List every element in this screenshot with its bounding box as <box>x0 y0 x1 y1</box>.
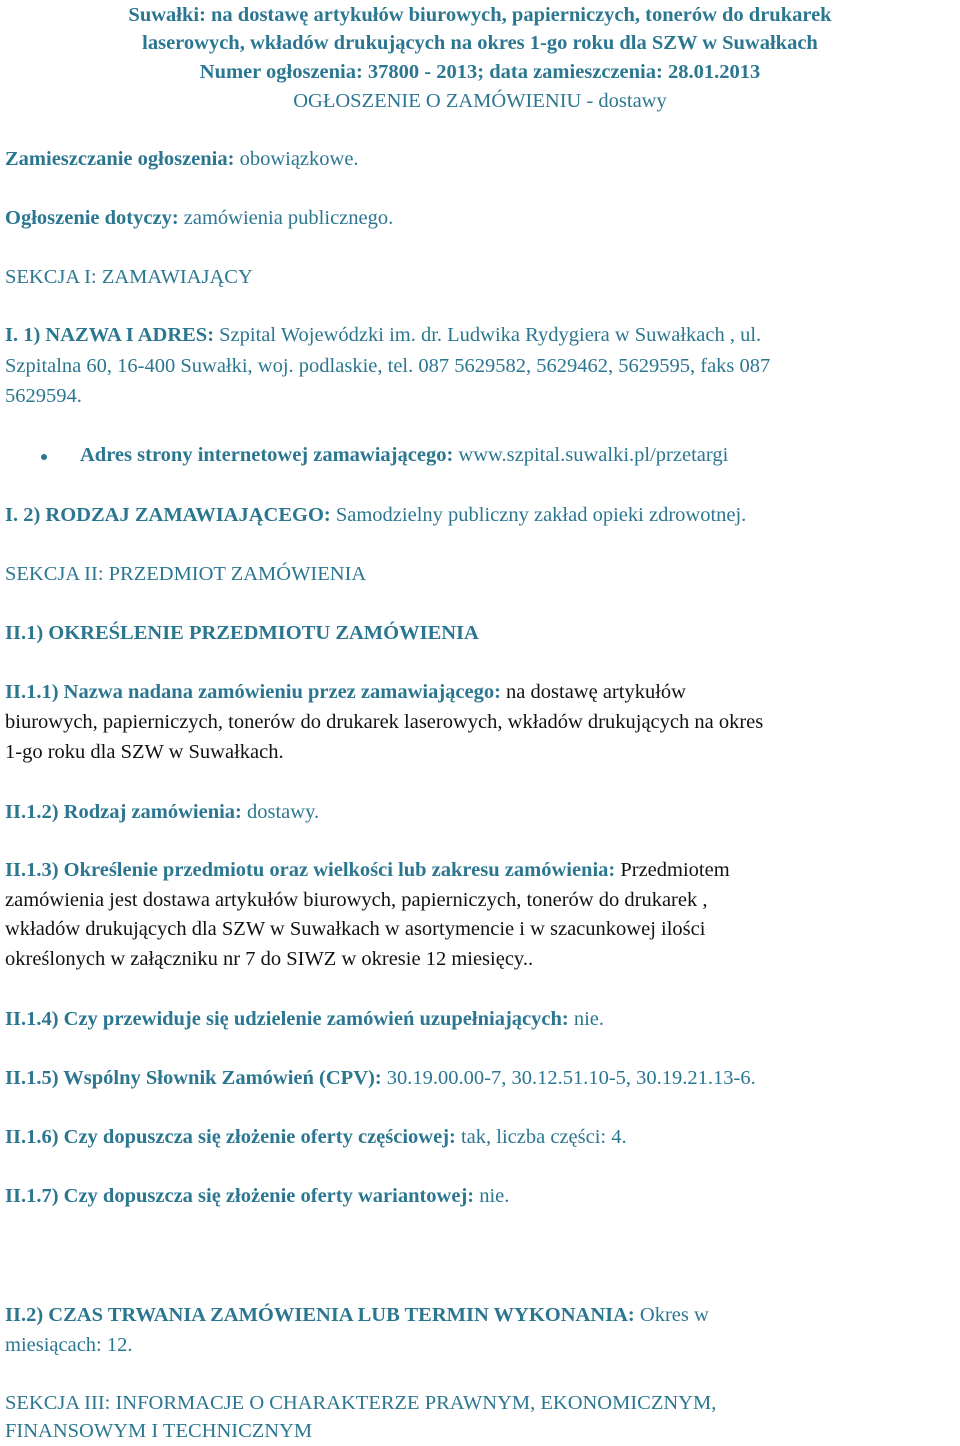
order-name-line-1: II.1.1) Nazwa nadana zamówieniu przez zamawiającego: na dostawę artykułów <box>5 681 686 703</box>
document-title-line-1: Suwałki: na dostawę artykułów biurowych, papierniczych, tonerów do drukarek <box>128 4 832 26</box>
contracting-authority-name-line-3: 5629594. <box>5 385 82 407</box>
order-scope-line-4: określonych w załączniku nr 7 do SIWZ w okresie 12 miesięcy.. <box>5 948 534 970</box>
cpv-field: II.1.5) Wspólny Słownik Zamówień (CPV): 30.19.00.00-7, 30.12.51.10-5, 30.19.21.13-6. <box>5 1067 756 1089</box>
website-link[interactable]: www.szpital.suwalki.pl/przetargi <box>458 444 729 466</box>
section-1-heading: SEKCJA I: ZAMAWIAJĄCY <box>5 266 253 288</box>
supplementary-orders-field: II.1.4) Czy przewiduje się udzielenie zamówień uzupełniających: nie. <box>5 1008 604 1030</box>
notice-number-line: Numer ogłoszenia: 37800 - 2013; data zamieszczenia: 28.01.2013 <box>199 61 761 83</box>
section-3-heading-line-1: SEKCJA III: INFORMACJE O CHARAKTERZE PRAWNYM, EKONOMICZNYM, <box>5 1392 717 1414</box>
order-scope-line-1: II.1.3) Określenie przedmiotu oraz wielkości lub zakresu zamówienia: Przedmiotem <box>5 859 730 881</box>
bullet-icon <box>41 454 47 460</box>
authority-type-field: I. 2) RODZAJ ZAMAWIAJĄCEGO: Samodzielny publiczny zakład opieki zdrowotnej. <box>5 504 747 526</box>
concerns-field: Ogłoszenie dotyczy: zamówienia publicznego. <box>5 207 394 229</box>
contracting-authority-name-line-2: Szpitalna 60, 16-400 Suwałki, woj. podlaskie, tel. 087 5629582, 5629462, 5629595, faks 087 <box>5 355 771 377</box>
section-2-heading: SEKCJA II: PRZEDMIOT ZAMÓWIENIA <box>5 563 367 585</box>
placement-field: Zamieszczanie ogłoszenia: obowiązkowe. <box>5 148 359 170</box>
duration-field-line-2: miesiącach: 12. <box>5 1334 133 1356</box>
document-title-line-2: laserowych, wkładów drukujących na okres 1-go roku dla SZW w Suwałkach <box>142 32 818 54</box>
order-name-line-2: biurowych, papierniczych, tonerów do drukarek laserowych, wkładów drukujących na okres <box>5 711 764 733</box>
duration-field-line-1: II.2) CZAS TRWANIA ZAMÓWIENIA LUB TERMIN WYKONANIA: Okres w <box>5 1304 709 1326</box>
partial-offer-field: II.1.6) Czy dopuszcza się złożenie oferty częściowej: tak, liczba części: 4. <box>5 1126 627 1148</box>
section-2-1-heading: II.1) OKREŚLENIE PRZEDMIOTU ZAMÓWIENIA <box>5 622 479 644</box>
website-field: Adres strony internetowej zamawiającego: www.szpital.suwalki.pl/przetargi <box>80 444 729 466</box>
contracting-authority-name-line-1: I. 1) NAZWA I ADRES: Szpital Wojewódzki im. dr. Ludwika Rydygiera w Suwałkach , ul. <box>5 324 762 346</box>
section-3-heading-line-2: FINANSOWYM I TECHNICZNYM <box>5 1420 313 1442</box>
notice-type: OGŁOSZENIE O ZAMÓWIENIU - dostawy <box>293 90 667 112</box>
order-scope-line-2: zamówienia jest dostawa artykułów biurowych, papierniczych, tonerów do drukarek , <box>5 889 708 911</box>
order-scope-line-3: wkładów drukujących dla SZW w Suwałkach w asortymencie i w szacunkowej ilości <box>5 918 706 940</box>
variant-offer-field: II.1.7) Czy dopuszcza się złożenie oferty wariantowej: nie. <box>5 1185 510 1207</box>
order-name-line-3: 1-go roku dla SZW w Suwałkach. <box>5 741 284 763</box>
order-kind-field: II.1.2) Rodzaj zamówienia: dostawy. <box>5 801 320 823</box>
